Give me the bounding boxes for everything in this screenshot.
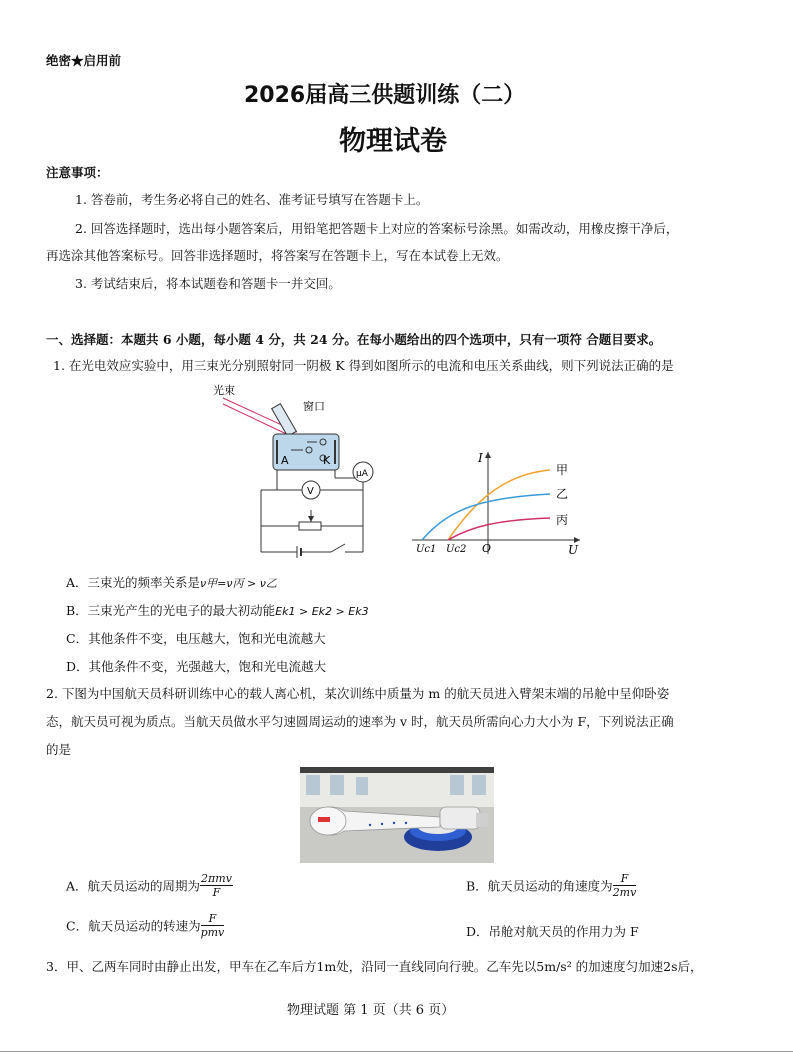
iv-curve-graph [408,446,588,560]
q2-option-c-num: F [201,912,225,926]
subject-title: 物理试卷 [339,126,447,157]
q2-option-b [466,872,636,899]
q2-option-a-num: 2πmv [201,872,232,885]
ammeter-label: μA [356,469,368,479]
beam-label: 光束 [213,384,235,397]
q1-option-a-formula: ν甲=ν丙 > ν乙 [200,577,277,590]
q2-option-c-fraction [201,912,225,939]
q2-option-d: D．吊舱对航天员的作用力为 F [466,924,639,939]
q2-stem-line-3: 的是 [46,742,72,757]
curve-bing [448,518,550,540]
q2-option-a-fraction [200,872,233,899]
q2-option-a [66,872,233,899]
voltmeter-label: V [307,486,314,497]
photoelectric-circuit-figure [205,378,385,560]
q2-option-a-text: A．航天员运动的周期为 [66,878,201,894]
q1-option-d: D．其他条件不变，光强越大，饱和光电流越大 [66,659,327,674]
note-item-3: 3. 考试结束后，将本试题卷和答题卡一并交回。 [75,276,341,291]
x-axis-label: U [568,543,579,557]
page-footer: 物理试题 第 1 页（共 6 页） [287,1003,455,1018]
q1-option-a [66,573,277,591]
q1-stem: 1. 在光电效应实验中，用三束光分别照射同一阴极 K 得到如图所示的电流和电压关系曲线，则下列说法正确的是 [53,358,674,373]
q2-option-c-den: pmv [200,926,225,939]
window-label: 窗口 [303,400,325,413]
cathode-label: K [323,454,331,467]
q2-option-c [66,912,224,939]
curve-label-yi: 乙 [556,487,569,501]
curve-yi [422,494,550,540]
curve-jia [448,470,550,540]
note-item-1: 1. 答卷前，考生务必将自己的姓名、准考证号填写在答题卡上。 [75,192,429,207]
q2-option-a-den: F [212,886,221,899]
section-heading: 一、选择题：本题共 6 小题，每小题 4 分，共 24 分。在每小题给出的四个选项中，只有一项符 合题目要求。 [46,332,662,347]
curve-label-bing: 丙 [556,513,569,527]
q2-option-b-num: F [613,872,637,886]
q2-stem-line-1: 2. 下图为中国航天员科研训练中心的载人离心机，某次训练中质量为 m 的航天员进入臂架末端的吊舱中呈仰卧姿 [46,686,670,701]
q1-option-a-text: A．三束光的频率关系是 [66,575,201,590]
origin-label: O [482,542,492,555]
notes-heading: 注意事项： [46,165,109,180]
page-bottom-divider [0,1051,793,1052]
confidential-label: 绝密★启用前 [46,53,122,68]
note-item-2: 2. 回答选择题时，选出每小题答案后，用铅笔把答题卡上对应的答案标号涂黑。如需改动，用橡皮擦干净后， [75,221,679,236]
note-item-2-cont: 再选涂其他答案标号。回答非选择题时，将答案写在答题卡上，写在本试卷上无效。 [46,248,509,263]
q2-option-b-fraction [613,872,637,899]
curve-label-jia: 甲 [556,463,569,477]
q3-stem: 3．甲、乙两车同时由静止出发，甲车在乙车后方1m处，沿同一直线同向行驶。乙车先以5m/s² 的加速度匀加速2s后， [46,959,703,974]
q2-option-b-den: 2mv [612,886,637,899]
q1-option-b-formula: Ek1 > Ek2 > Ek3 [275,605,369,618]
centrifuge-photo [300,767,494,863]
exam-title: 2026届高三供题训练（二） [244,83,526,108]
q1-option-b-text: B．三束光产生的光电子的最大初动能 [66,603,276,618]
q2-stem-line-2: 态，航天员可视为质点。当航天员做水平匀速圆周运动的速率为 v 时，航天员所需向心力大小为 F，下列说法正确 [46,714,674,729]
y-axis-label: I [478,451,483,465]
q1-option-c: C．其他条件不变，电压越大，饱和光电流越大 [66,631,326,646]
anode-label: A [281,454,289,467]
uc1-label: Uc1 [416,544,437,555]
q1-option-b [66,601,369,619]
uc2-label: Uc2 [446,544,467,555]
q2-option-b-text: B．航天员运动的角速度为 [466,878,613,894]
q2-option-c-text: C．航天员运动的转速为 [66,918,201,934]
